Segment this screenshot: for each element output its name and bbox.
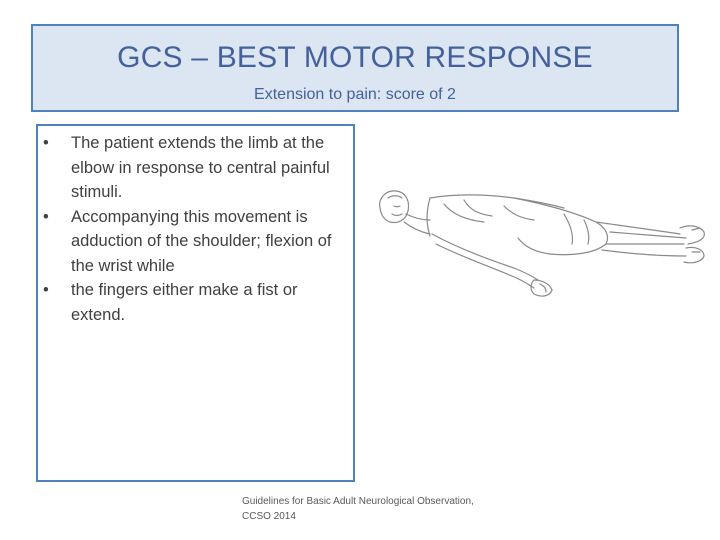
slide-title: GCS – BEST MOTOR RESPONSE: [117, 41, 593, 74]
title-box: [31, 24, 679, 112]
reclining-patient-extension-icon: [374, 184, 714, 304]
content-box: [36, 124, 355, 482]
bullet-text: Accompanying this movement is adduction of the shoulder; flexion of the wrist while: [71, 207, 332, 275]
bullet-glyph: •: [43, 207, 49, 226]
bullet-list: [38, 131, 348, 327]
list-item: [38, 278, 348, 327]
bullet-text: The patient extends the limb at the elbow in response to central painful stimuli.: [71, 134, 330, 201]
citation-line-2: CCSO 2014: [242, 511, 296, 522]
bullet-text: the fingers either make a fist or extend.: [71, 281, 298, 324]
citation: [242, 494, 532, 524]
bullet-glyph: •: [43, 134, 49, 152]
slide-subtitle: Extension to pain: score of 2: [254, 86, 456, 103]
list-item: [38, 205, 348, 279]
citation-line-1: Guidelines for Basic Adult Neurological Observation,: [242, 496, 474, 507]
bullet-glyph: •: [43, 281, 49, 299]
list-item: [38, 131, 348, 205]
